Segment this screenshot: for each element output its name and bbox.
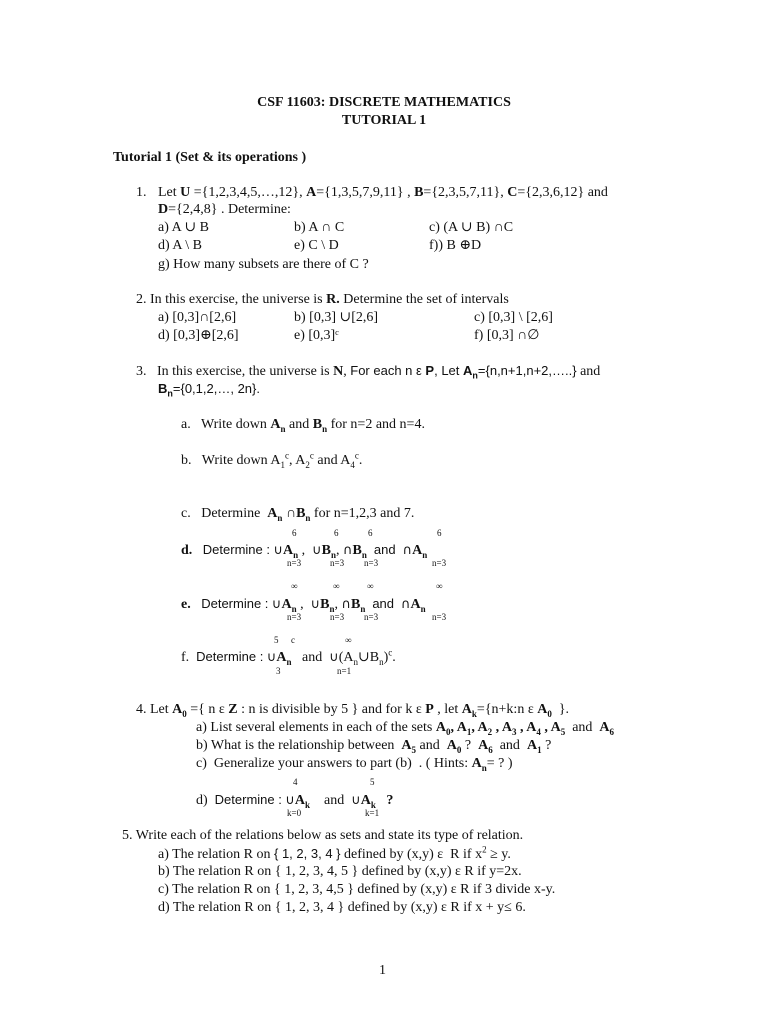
q2-line1: 2. In this exercise, the universe is R. Determine the set of intervals — [136, 292, 509, 307]
q4-c: c) Generalize your answers to part (b) . ( Hints: $A_n=$ ? ) — [196, 756, 513, 773]
q2-d: d) [0,3]⊕[2,6] — [158, 328, 239, 343]
q4d-lower: k=0 — [287, 808, 302, 818]
q3d-upper: 6 — [368, 528, 373, 538]
q3e-upper: ∞ — [367, 581, 374, 591]
q4-d: d) Determine : $\cup A_k$ and $\cup A_k$ ? — [196, 792, 394, 810]
q2-a: a) [0,3]∩[2,6] — [158, 310, 237, 325]
q4-a: a) List several elements in each of the sets $A_0$, $A_1$, $A_2$ , $A_3$ , $A_4$ , $A_5$ and $A_6$ — [196, 720, 615, 737]
q3-e: e. Determine : $\cup A_n$ , $\cup B_n$, $\cap B_n$ and $\cap A_n$ — [181, 596, 426, 614]
section-title: Tutorial 1 (Set & its operations ) — [113, 150, 307, 165]
q1-a: a) A ∪ B — [158, 220, 210, 235]
q3-f: f. Determine : $\cup A_n$ and $\cup(A_n\cup B_n)^c$. — [181, 647, 396, 667]
q5-d: d) The relation R on { 1, 2, 3, 4 } defined by (x,y) ε R if x + y≤ 6. — [158, 900, 526, 915]
tutorial-title: TUTORIAL 1 — [341, 113, 427, 128]
q1-line2: D={2,4,8} . Determine: — [158, 202, 291, 217]
q5-line1: 5. Write each of the relations below as sets and state its type of relation. — [122, 828, 524, 843]
q1-line1: Let U ={1,2,3,4,5,…,12}, A={1,3,5,7,9,11} , B={2,3,5,7,11}, C={2,3,6,12} and — [158, 185, 608, 200]
q3-d: d. Determine : $\cup A_n$ , $\cup B_n$, $\cap B_n$ and $\cap A_n$ — [181, 542, 428, 560]
q2-f: f) [0,3] ∩∅ — [474, 328, 540, 343]
q3-a: a. Write down $A_n$ and $B_n$ for n=2 and n=4. — [181, 417, 425, 434]
q3f-lower: 3 — [276, 666, 281, 676]
q1-c: c) (A ∪ B) ∩C — [429, 220, 514, 235]
q3f-upper: 5 — [274, 635, 279, 645]
q2-e: e) [0,3]ᶜ — [294, 328, 339, 343]
course-title: CSF 11603: DISCRETE MATHEMATICS — [257, 95, 511, 110]
q3-c: c. Determine $A_n$ $\cap B_n$ for n=1,2,3 and 7. — [181, 506, 415, 523]
q3d-lower: n=3 — [364, 558, 379, 568]
q5-b: b) The relation R on { 1, 2, 3, 4, 5 } defined by (x,y) ε R if y=2x. — [158, 864, 522, 879]
q2-b: b) [0,3] ∪[2,6] — [294, 310, 379, 325]
q3d-upper: 6 — [334, 528, 339, 538]
q2-c: c) [0,3] \ [2,6] — [474, 310, 553, 325]
q3e-upper: ∞ — [436, 581, 443, 591]
q3d-upper: 6 — [437, 528, 442, 538]
q3d-lower: n=3 — [432, 558, 447, 568]
q3-line2: $B_n=\{0,1,2,\dots$, 2n}. — [158, 381, 260, 399]
q3e-lower: n=3 — [432, 612, 447, 622]
q1-d: d) A \ B — [158, 238, 202, 253]
q1-b: b) A ∩ C — [294, 220, 345, 235]
q4d-lower: k=1 — [365, 808, 380, 818]
q3f-lower: n=1 — [337, 666, 352, 676]
q3e-upper: ∞ — [291, 581, 298, 591]
q3d-lower: n=3 — [287, 558, 302, 568]
q1-e: e) C \ D — [294, 238, 339, 253]
q4-b: b) What is the relationship between $A_5$ and $A_0$ ? $A_6$ and $A_1$ ? — [196, 738, 552, 755]
q3-line1: 3. In this exercise, the universe is N, For each n ε P, Let $A_n=\{n,n+1,n+2,\dots..\}$ and — [136, 363, 601, 381]
q3f-upper-c: c — [291, 635, 295, 645]
q3e-lower: n=3 — [330, 612, 345, 622]
q3e-upper: ∞ — [333, 581, 340, 591]
q1-f: f)) B ⊕D — [429, 238, 482, 253]
q5-c: c) The relation R on { 1, 2, 3, 4,5 } defined by (x,y) ε R if 3 divide x-y. — [158, 882, 556, 897]
q4d-upper: 5 — [370, 777, 375, 787]
q4d-upper: 4 — [293, 777, 298, 787]
page-number: 1 — [379, 963, 386, 978]
q3-b: b. Write down $A_1^c$, $A_2^c$ and $A_4^c$. — [181, 450, 363, 470]
q3e-lower: n=3 — [287, 612, 302, 622]
q5-a: a) The relation R on { 1, 2, 3, 4 } defined by (x,y) ε R if $x^2 \ge y$. — [158, 844, 511, 862]
q4-line1: 4. Let $A_0$ ={ n ε Z : n is divisible by 5 } and for k ε P , let $A_k=\{n+k:n$ ε $A_0$ }. — [136, 702, 570, 719]
q1-g: g) How many subsets are there of C ? — [158, 257, 369, 272]
q3d-lower: n=3 — [330, 558, 345, 568]
q3f-upper: ∞ — [345, 635, 352, 645]
q1-number: 1. — [136, 185, 147, 200]
q3e-lower: n=3 — [364, 612, 379, 622]
q3d-upper: 6 — [292, 528, 297, 538]
